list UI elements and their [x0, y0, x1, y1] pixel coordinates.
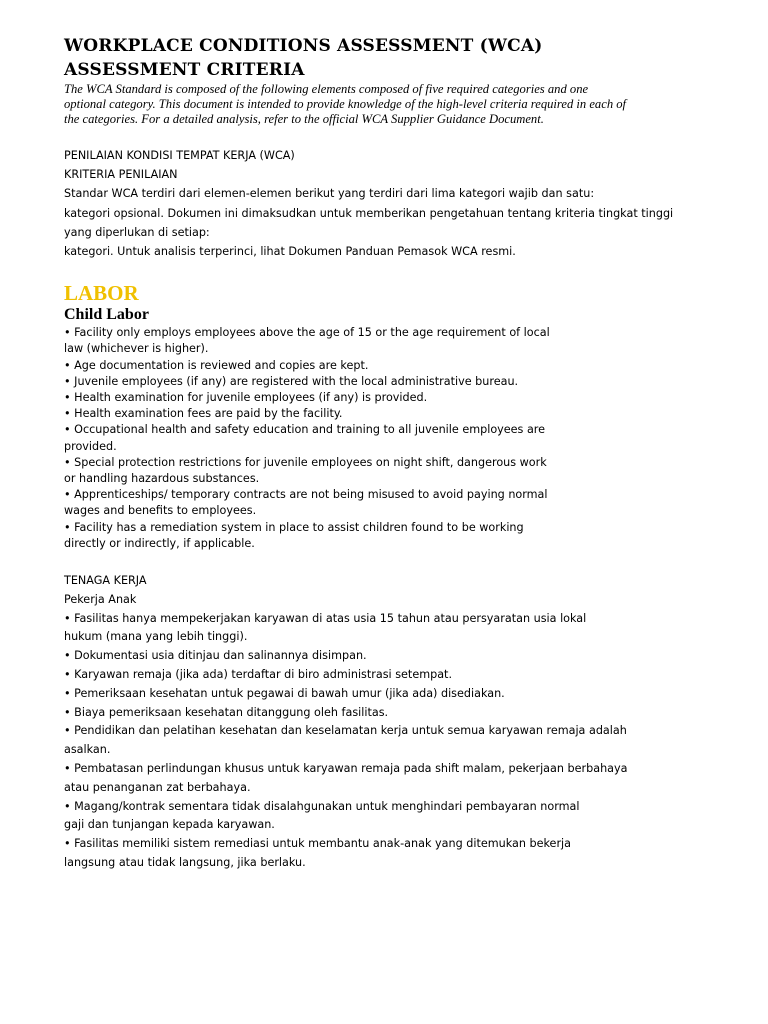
list-item: • Age documentation is reviewed and copies are kept.	[64, 358, 369, 372]
list-item: hukum (mana yang lebih tinggi).	[64, 630, 248, 644]
list-item: law (whichever is higher).	[64, 342, 209, 356]
list-item: • Apprenticeships/ temporary contracts are not being misused to avoid paying normal	[64, 488, 548, 502]
list-item: • Juvenile employees (if any) are registered with the local administrative bureau.	[64, 374, 519, 388]
list-item: wages and benefits to employees.	[64, 504, 257, 518]
child-labor-subheading: Child Labor	[64, 306, 149, 324]
list-item: provided.	[64, 439, 117, 453]
tenaga-kerja-heading: TENAGA KERJA	[64, 574, 147, 588]
list-item: • Pembatasan perlindungan khusus untuk karyawan remaja pada shift malam, pekerjaan berbahaya	[64, 762, 628, 776]
indonesian-heading-2: KRITERIA PENILAIAN	[64, 168, 178, 182]
list-item: • Pemeriksaan kesehatan untuk pegawai di bawah umur (jika ada) disediakan.	[64, 686, 505, 700]
document-title	[64, 34, 714, 82]
list-item: • Health examination fees are paid by the facility.	[64, 407, 343, 421]
list-item: • Occupational health and safety education and training to all juvenile employees are	[64, 423, 546, 437]
document-page	[64, 34, 714, 873]
list-item: • Health examination for juvenile employees (if any) is provided.	[64, 391, 428, 405]
indonesian-intro-line: kategori opsional. Dokumen ini dimaksudkan untuk memberikan pengetahuan tentang kriteria tingkat tinggi	[64, 206, 674, 220]
indonesian-intro-line: kategori. Untuk analisis terperinci, lihat Dokumen Panduan Pemasok WCA resmi.	[64, 245, 516, 259]
indonesian-intro	[64, 146, 714, 261]
title-line-1: WORKPLACE CONDITIONS ASSESSMENT (WCA)	[64, 36, 543, 56]
list-item: • Facility only employs employees above the age of 15 or the age requirement of local	[64, 326, 550, 340]
list-item: directly or indirectly, if applicable.	[64, 536, 255, 550]
list-item: langsung atau tidak langsung, jika berlaku.	[64, 856, 306, 870]
intro-line: the categories. For a detailed analysis, refer to the official WCA Supplier Guidance Document.	[64, 112, 544, 126]
list-item: • Special protection restrictions for juvenile employees on night shift, dangerous work	[64, 455, 547, 469]
english-intro	[64, 82, 709, 127]
list-item: • Magang/kontrak sementara tidak disalahgunakan untuk menghindari pembayaran normal	[64, 799, 580, 813]
list-item: • Facility has a remediation system in place to assist children found to be working	[64, 520, 524, 534]
list-item: • Karyawan remaja (jika ada) terdaftar di biro administrasi setempat.	[64, 668, 452, 682]
list-item: • Fasilitas memiliki sistem remediasi untuk membantu anak-anak yang ditemukan bekerja	[64, 837, 572, 851]
list-item: • Dokumentasi usia ditinjau dan salinannya disimpan.	[64, 649, 367, 663]
indonesian-intro-line: yang diperlukan di setiap:	[64, 225, 210, 239]
list-item: asalkan.	[64, 743, 111, 757]
pekerja-anak-subheading: Pekerja Anak	[64, 592, 137, 606]
list-item: • Pendidikan dan pelatihan kesehatan dan keselamatan kerja untuk semua karyawan remaja adalah	[64, 724, 627, 738]
intro-line: optional category. This document is intended to provide knowledge of the high-level criteria required in each of	[64, 97, 627, 111]
list-item: gaji dan tunjangan kepada karyawan.	[64, 818, 275, 832]
intro-line: The WCA Standard is composed of the following elements composed of five required categories and one	[64, 82, 589, 96]
indonesian-intro-line: Standar WCA terdiri dari elemen-elemen berikut yang terdiri dari lima kategori wajib dan satu:	[64, 187, 595, 201]
child-labor-criteria-list	[64, 325, 714, 552]
tenaga-kerja-section	[64, 572, 714, 873]
title-line-2: ASSESSMENT CRITERIA	[64, 60, 305, 80]
list-item: atau penanganan zat berbahaya.	[64, 780, 251, 794]
list-item: • Fasilitas hanya mempekerjakan karyawan di atas usia 15 tahun atau persyaratan usia lokal	[64, 611, 587, 625]
list-item: or handling hazardous substances.	[64, 472, 260, 486]
labor-heading: LABOR	[64, 281, 139, 306]
indonesian-heading-1: PENILAIAN KONDISI TEMPAT KERJA (WCA)	[64, 149, 295, 162]
list-item: • Biaya pemeriksaan kesehatan ditanggung oleh fasilitas.	[64, 705, 389, 719]
